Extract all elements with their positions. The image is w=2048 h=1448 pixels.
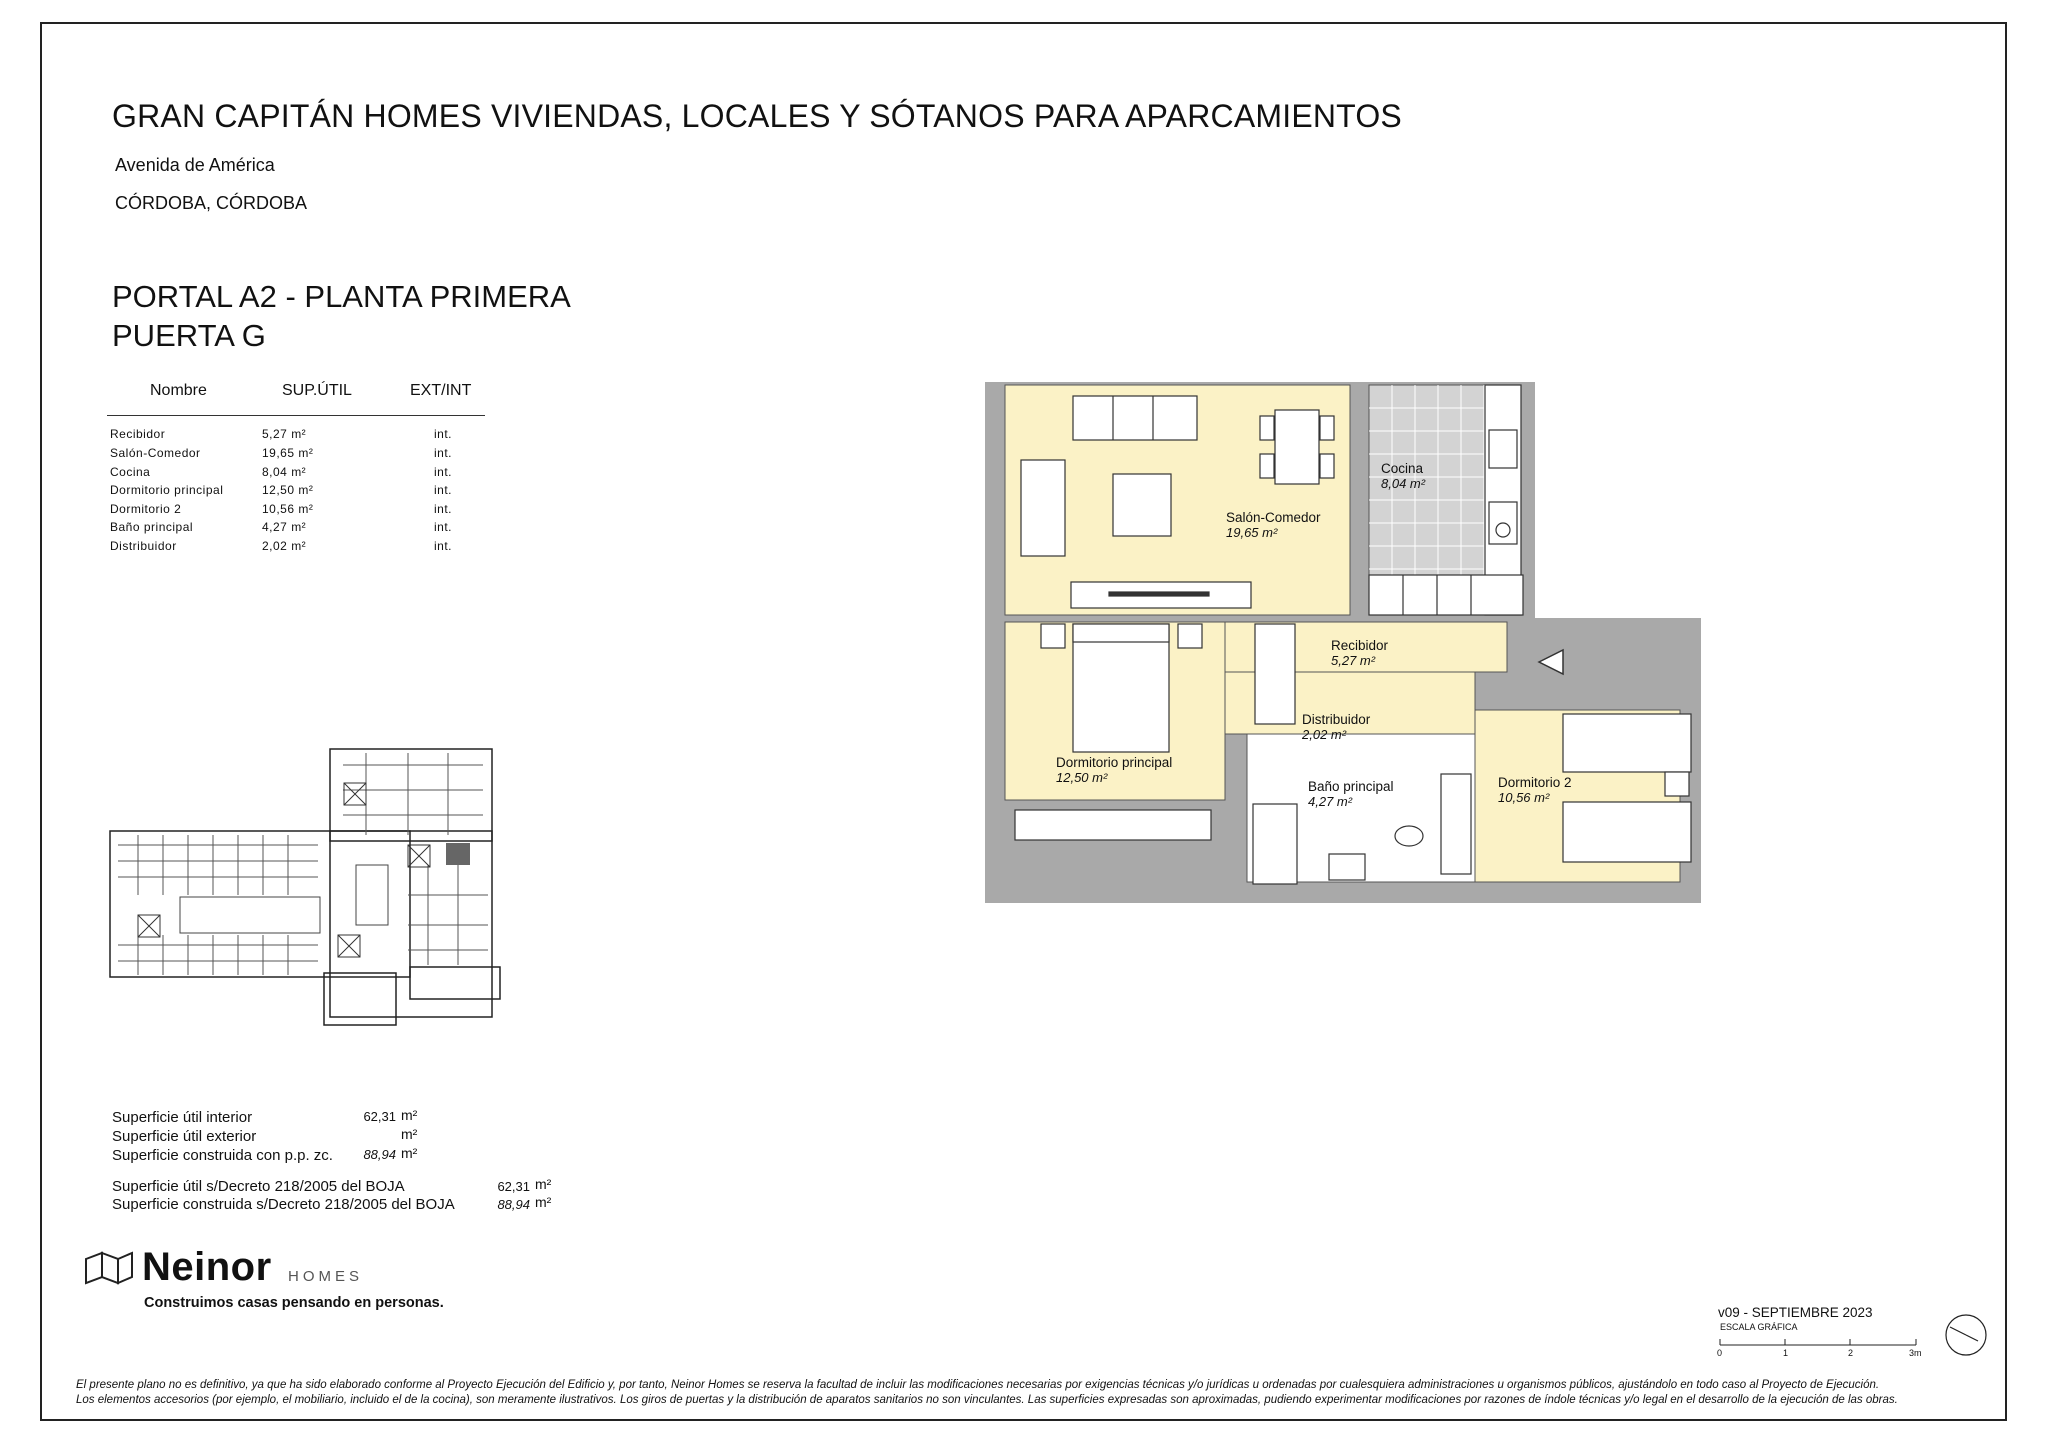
scale-bar: [1716, 1335, 1922, 1349]
row-type: int.: [434, 427, 453, 441]
row-name: Distribuidor: [110, 539, 177, 553]
plan-label-dormitorio-2: Dormitorio 2 10,56 m²: [1498, 775, 1572, 805]
row-name: Baño principal: [110, 520, 194, 534]
row-name: Dormitorio 2: [110, 502, 182, 516]
row-area: 2,02 m²: [262, 539, 307, 553]
scale-tick: 2: [1848, 1348, 1854, 1358]
scale-tick: 1: [1783, 1348, 1789, 1358]
surface-util-exterior-label: Superficie útil exterior: [112, 1128, 257, 1145]
scale-tick: 0: [1717, 1348, 1723, 1358]
plan-label-bano: Baño principal 4,27 m²: [1308, 779, 1394, 809]
row-name: Dormitorio principal: [110, 483, 224, 497]
scale-label: ESCALA GRÁFICA: [1720, 1322, 1798, 1332]
row-type: int.: [434, 446, 453, 460]
north-compass-icon: [1944, 1313, 1988, 1357]
row-area: 8,04 m²: [262, 465, 307, 479]
surface-unit: m²: [401, 1145, 418, 1161]
table-row: [110, 446, 490, 465]
address-street: Avenida de América: [115, 155, 275, 175]
table-row: [110, 465, 490, 484]
brand-sub: HOMES: [288, 1268, 364, 1285]
project-title: GRAN CAPITÁN HOMES VIVIENDAS, LOCALES Y SÓTANOS PARA APARCAMIENTOS: [112, 98, 1402, 134]
col-header-type: EXT/INT: [410, 382, 472, 399]
surface-construida-label: Superficie construida con p.p. zc.: [112, 1147, 333, 1164]
table-row: [110, 539, 490, 558]
table-row: [110, 427, 490, 446]
surface-unit: m²: [535, 1194, 552, 1210]
brand-name: Neinor: [142, 1245, 272, 1289]
table-row: [110, 483, 490, 502]
row-area: 12,50 m²: [262, 483, 314, 497]
portal-floor: PORTAL A2 - PLANTA PRIMERA: [112, 279, 571, 314]
table-row: [110, 502, 490, 521]
col-header-area: SUP.ÚTIL: [282, 382, 352, 399]
plan-label-distribuidor: Distribuidor 2,02 m²: [1302, 712, 1371, 742]
surface-decreto-util-label: Superficie útil s/Decreto 218/2005 del BOJA: [112, 1178, 405, 1195]
row-type: int.: [434, 539, 453, 553]
disclaimer-line-2: Los elementos accesorios (por ejemplo, el mobiliario, incluido el de la cocina), son meramente ilustrativos. Los giros de puertas y la distribución de aparatos sanitarios no son vinculantes. Las superficies expresadas son aproximadas, pudiendo experimentar modificaciones por razones de índole técnicas y/o legal en el desarrollo de la ejecución de las obras.: [76, 1394, 1898, 1406]
row-name: Cocina: [110, 465, 151, 479]
version-label: v09 - SEPTIEMBRE 2023: [1718, 1305, 1873, 1320]
col-header-name: Nombre: [150, 382, 207, 399]
table-divider: [107, 415, 485, 416]
brand-tagline: Construimos casas pensando en personas.: [144, 1295, 444, 1311]
surface-decreto-const-label: Superficie construida s/Decreto 218/2005 del BOJA: [112, 1196, 455, 1213]
surface-unit: m²: [401, 1107, 418, 1123]
surface-decreto-util-value: 62,31: [497, 1179, 530, 1194]
plan-label-cocina: Cocina 8,04 m²: [1381, 461, 1426, 491]
door-label: PUERTA G: [112, 318, 266, 353]
row-area: 5,27 m²: [262, 427, 307, 441]
scale-tick: 3m: [1909, 1348, 1922, 1358]
row-type: int.: [434, 520, 453, 534]
row-name: Salón-Comedor: [110, 446, 201, 460]
row-type: int.: [434, 465, 453, 479]
surface-construida-value: 88,94: [363, 1147, 396, 1162]
plan-label-dormitorio-principal: Dormitorio principal 12,50 m²: [1056, 755, 1173, 785]
row-type: int.: [434, 502, 453, 516]
surface-util-interior-label: Superficie útil interior: [112, 1109, 253, 1126]
surface-unit: m²: [401, 1126, 418, 1142]
plan-label-recibidor: Recibidor 5,27 m²: [1331, 638, 1389, 668]
surface-util-interior-value: 62,31: [363, 1109, 396, 1124]
disclaimer: [76, 1378, 1976, 1408]
disclaimer-line-1: El presente plano no es definitivo, ya que ha sido elaborado conforme al Proyecto Ejecución del Edificio y, por tanto, Neinor Homes se reserva la facultad de incluir las modificaciones necesarias por exigencias técnicas y/o jurídicas u ordenadas por cualesquiera administraciones u organismos públicos, ajustándolo en todo caso al Proyecto de Ejecución.: [76, 1379, 1880, 1391]
table-row: [110, 520, 490, 539]
surface-unit: m²: [535, 1176, 552, 1192]
address-city: CÓRDOBA, CÓRDOBA: [115, 193, 308, 213]
surface-decreto-const-value: 88,94: [497, 1197, 530, 1212]
row-area: 4,27 m²: [262, 520, 307, 534]
building-key-plan: [108, 745, 518, 1030]
row-area: 10,56 m²: [262, 502, 314, 516]
plan-label-salon: Salón-Comedor 19,65 m²: [1226, 510, 1321, 540]
row-area: 19,65 m²: [262, 446, 314, 460]
row-type: int.: [434, 483, 453, 497]
neinor-logo-icon: [84, 1251, 134, 1285]
row-name: Recibidor: [110, 427, 166, 441]
